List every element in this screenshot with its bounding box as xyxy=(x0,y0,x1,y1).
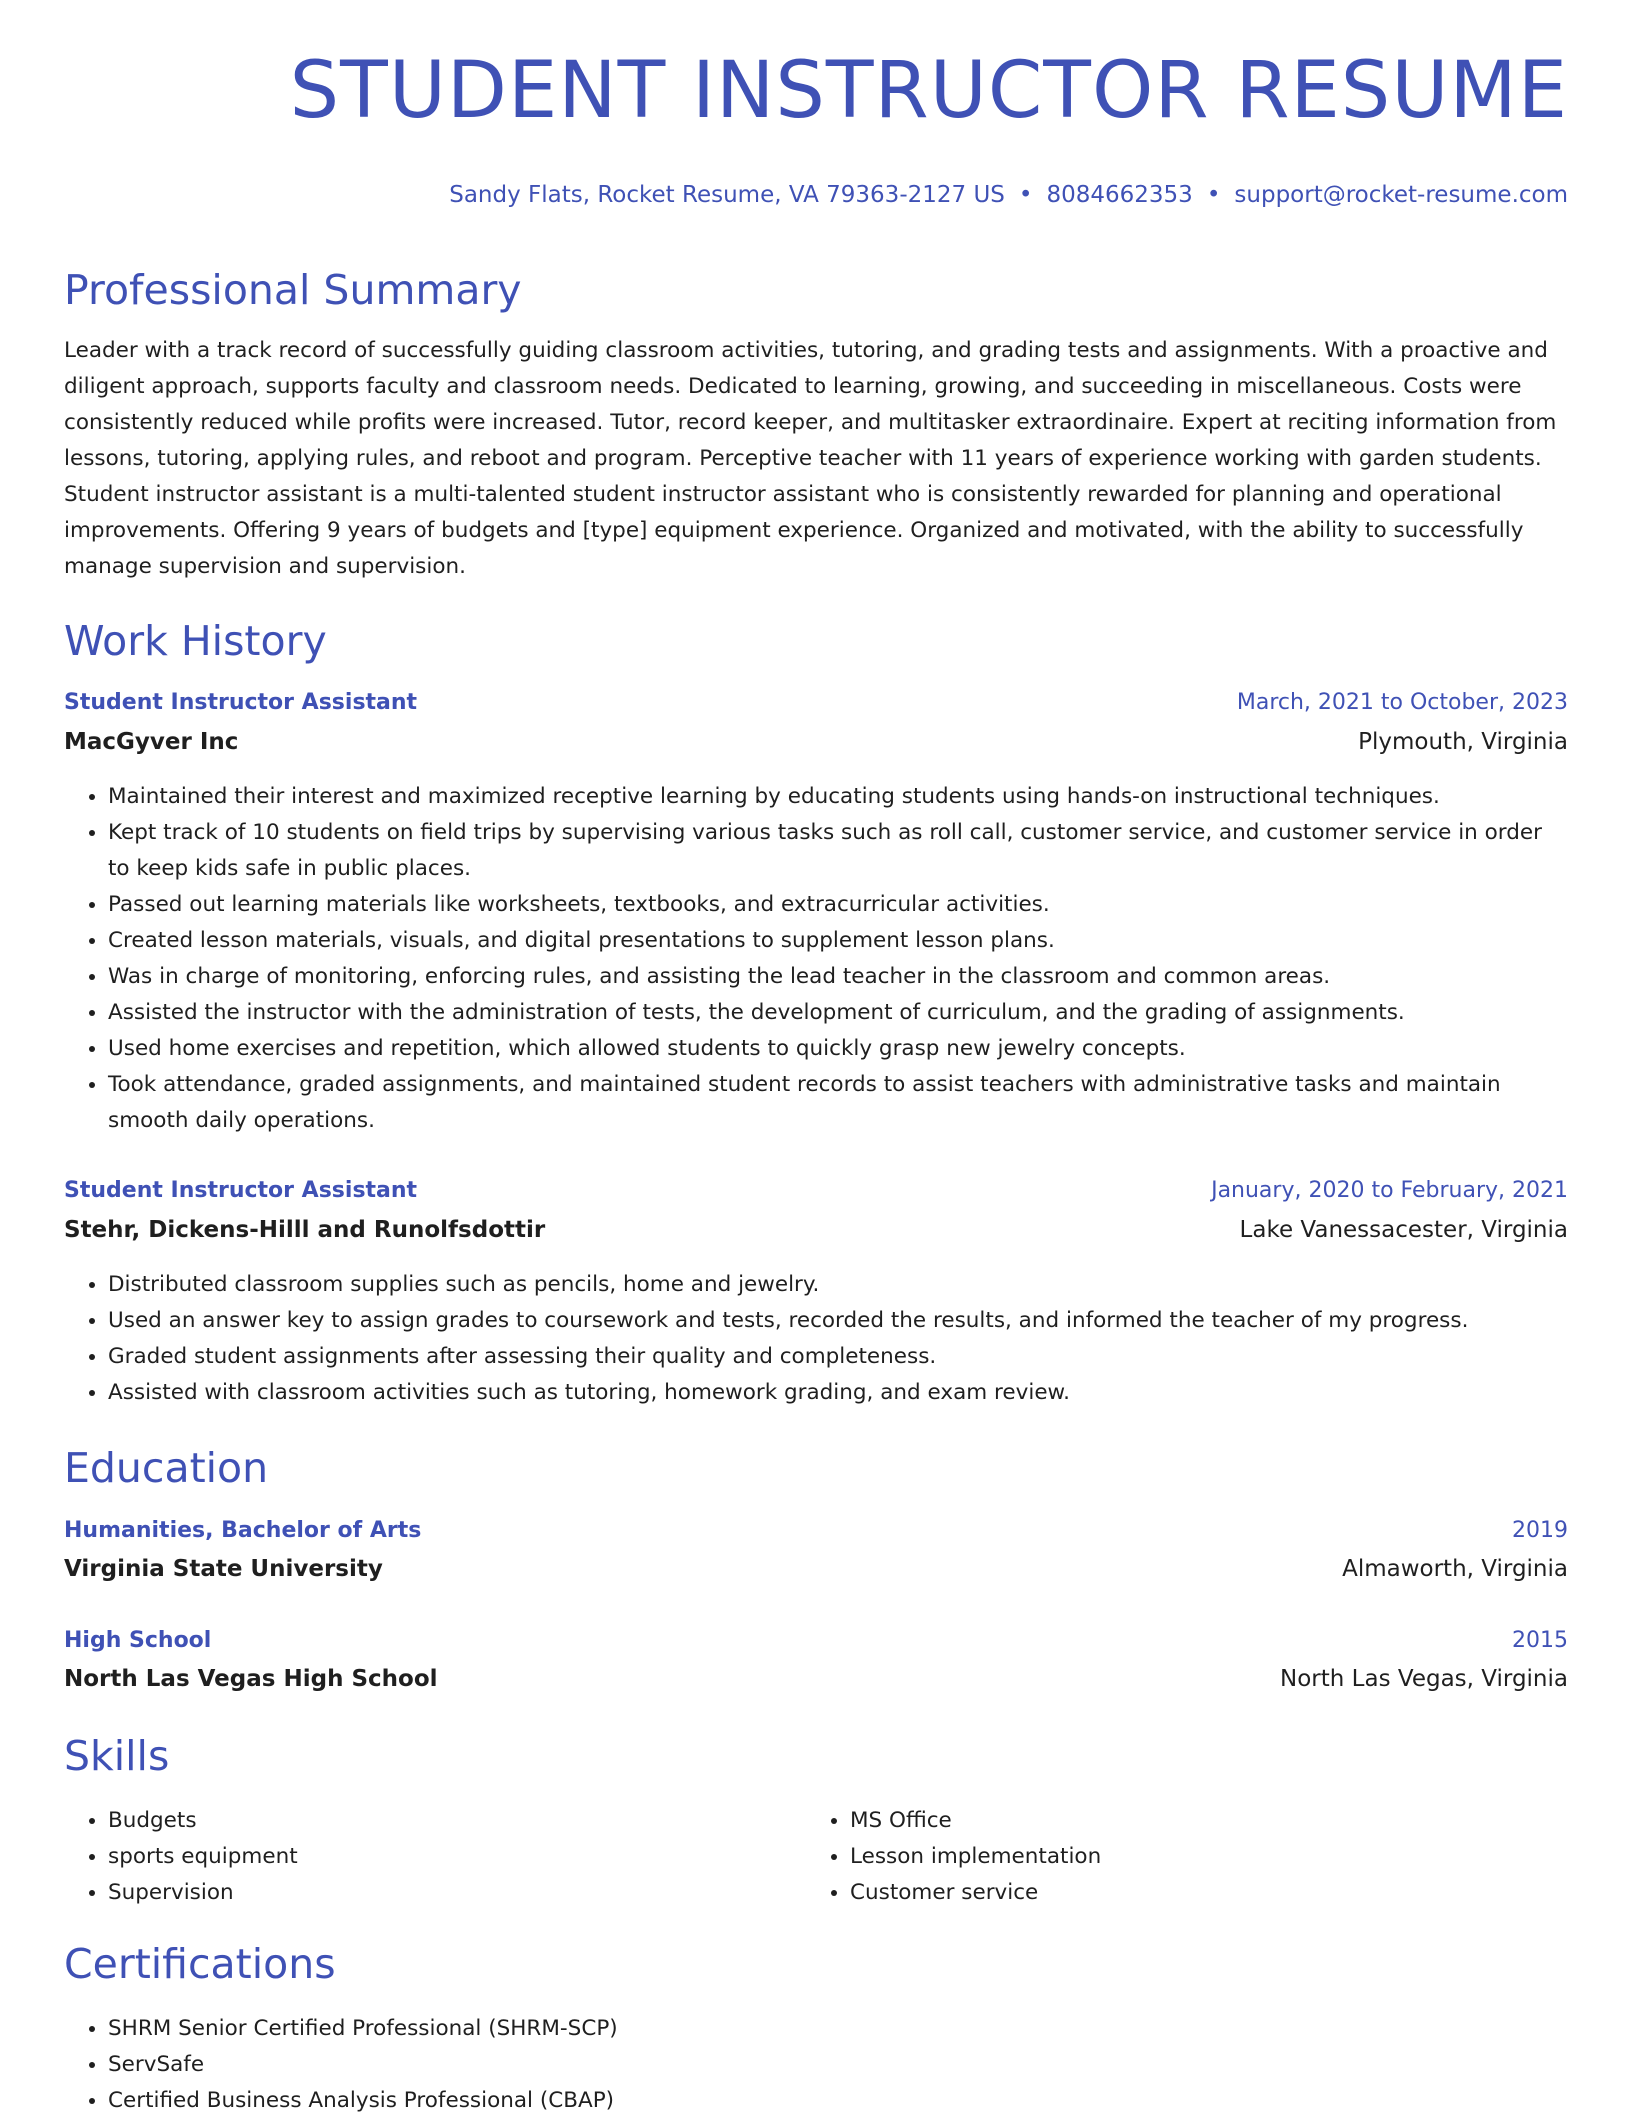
skills-list-right xyxy=(806,1803,1506,1911)
section-title-certifications: Certifications xyxy=(64,1940,336,1988)
education-school: Virginia State University xyxy=(64,1556,383,1582)
job-dates: March, 2021 to October, 2023 xyxy=(1236,690,1568,715)
contact-email: support@rocket-resume.com xyxy=(1234,182,1568,208)
job-title: Student Instructor Assistant xyxy=(64,1178,418,1203)
education-year: 2015 xyxy=(1512,1628,1568,1653)
contact-address: Sandy Flats, Rocket Resume, VA 79363-2127 US xyxy=(449,182,1005,208)
list-item: • Certified Business Analysis Professional (CBAP) xyxy=(108,2083,1568,2119)
list-item: • Took attendance, graded assignments, and maintained student records to assist teachers with administrative tasks and maintain smooth daily operations. xyxy=(108,1067,1568,1139)
list-item: • SHRM Senior Certified Professional (SHRM-SCP) xyxy=(108,2011,1568,2047)
education-location: North Las Vegas, Virginia xyxy=(1280,1666,1568,1692)
list-item: • Passed out learning materials like worksheets, textbooks, and extracurricular activities. xyxy=(108,887,1568,923)
contact-separator: • xyxy=(1206,182,1221,208)
job-bullets xyxy=(64,779,1568,1139)
job-location: Plymouth, Virginia xyxy=(1358,729,1568,755)
education-school: North Las Vegas High School xyxy=(64,1666,438,1692)
education-year: 2019 xyxy=(1512,1518,1568,1543)
job-dates: January, 2020 to February, 2021 xyxy=(1211,1178,1568,1203)
summary-text: Leader with a track record of successfully guiding classroom activities, tutoring, and grading tests and assignments. With a proactive and diligent approach, supports faculty and classroom needs. Dedicated to learning, growing, and succeeding in miscellaneous. Costs were consistently reduced while profits were increased. Tutor, record keeper, and multitasker extraordinaire. Expert at reciting information from lessons, tutoring, applying rules, and reboot and program. Perceptive teacher with 11 years of experience working with garden students. Student instructor assistant is a multi-talented student instructor assistant who is consistently rewarded for planning and operational improvements. Offering 9 years of budgets and [type] equipment experience. Organized and motivated, with the ability to successfully manage supervision and supervision. xyxy=(64,338,1557,579)
education-location: Almaworth, Virginia xyxy=(1342,1556,1568,1582)
list-item: • Graded student assignments after assessing their quality and completeness. xyxy=(108,1339,1568,1375)
section-title-work-history: Work History xyxy=(64,617,327,665)
list-item: • Budgets xyxy=(108,1803,764,1839)
skills-list-left xyxy=(64,1803,764,1911)
education-subheader xyxy=(64,1556,1568,1582)
education-subheader xyxy=(64,1666,1568,1692)
list-item: • Supervision xyxy=(108,1875,764,1911)
list-item: • ServSafe xyxy=(108,2047,1568,2083)
list-item: • Was in charge of monitoring, enforcing rules, and assisting the lead teacher in the classroom and common areas. xyxy=(108,959,1568,995)
list-item: • Used home exercises and repetition, which allowed students to quickly grasp new jewelry concepts. xyxy=(108,1031,1568,1067)
list-item: • Customer service xyxy=(850,1875,1506,1911)
section-title-summary: Professional Summary xyxy=(64,266,522,314)
job-company: MacGyver Inc xyxy=(64,729,239,755)
list-item: • MS Office xyxy=(850,1803,1506,1839)
resume-title: STUDENT INSTRUCTOR RESUME xyxy=(289,46,1568,136)
list-item: • sports equipment xyxy=(108,1839,764,1875)
job-location: Lake Vanessacester, Virginia xyxy=(1239,1217,1568,1243)
list-item: • Created lesson materials, visuals, and digital presentations to supplement lesson plans. xyxy=(108,923,1568,959)
education-header xyxy=(64,1518,1568,1543)
job-subheader xyxy=(64,1217,1568,1243)
list-item: • Lesson implementation xyxy=(850,1839,1506,1875)
contact-separator: • xyxy=(1018,182,1033,208)
contact-line xyxy=(449,182,1568,208)
education-degree: High School xyxy=(64,1628,212,1653)
list-item: • Distributed classroom supplies such as pencils, home and jewelry. xyxy=(108,1267,1568,1303)
list-item: • Maintained their interest and maximized receptive learning by educating students using hands-on instructional techniques. xyxy=(108,779,1568,815)
job-header xyxy=(64,1178,1568,1203)
section-title-education: Education xyxy=(64,1444,269,1492)
job-header xyxy=(64,690,1568,715)
list-item: • Kept track of 10 students on field trips by supervising various tasks such as roll call, customer service, and customer service in order to keep kids safe in public places. xyxy=(108,815,1568,887)
list-item: • Assisted the instructor with the administration of tests, the development of curriculum, and the grading of assignments. xyxy=(108,995,1568,1031)
contact-phone: 8084662353 xyxy=(1046,182,1193,208)
job-title: Student Instructor Assistant xyxy=(64,690,418,715)
list-item: • Used an answer key to assign grades to coursework and tests, recorded the results, and informed the teacher of my progress. xyxy=(108,1303,1568,1339)
certifications-list xyxy=(64,2011,1568,2119)
job-bullets xyxy=(64,1267,1568,1411)
education-degree: Humanities, Bachelor of Arts xyxy=(64,1518,422,1543)
job-company: Stehr, Dickens-Hilll and Runolfsdottir xyxy=(64,1217,546,1243)
job-subheader xyxy=(64,729,1568,755)
list-item: • Assisted with classroom activities such as tutoring, homework grading, and exam review. xyxy=(108,1375,1568,1411)
section-title-skills: Skills xyxy=(64,1732,170,1780)
education-header xyxy=(64,1628,1568,1653)
